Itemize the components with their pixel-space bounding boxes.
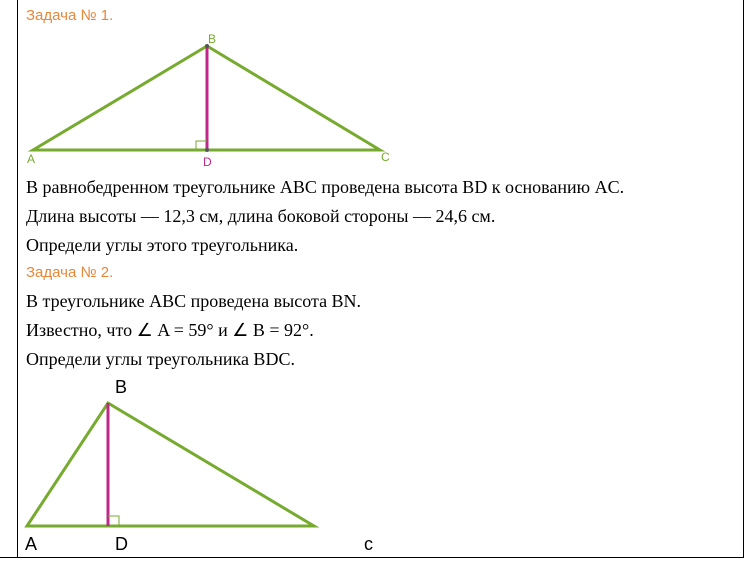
task1-line-2: Длина высоты — 12,3 см, длина боковой стороны — 24,6 см. xyxy=(26,206,496,226)
task2-label-a: A xyxy=(25,534,38,554)
task1-label-d: D xyxy=(203,155,212,169)
task2-triangle xyxy=(27,403,314,526)
task1-label-c: C xyxy=(381,150,390,164)
task1-line-1: В равнобедренном треугольнике ABC проведена высота BD к основанию AC. xyxy=(26,177,625,197)
task1-label-b: B xyxy=(208,32,217,46)
task2-line-2: Известно, что ∠ A = 59° и ∠ B = 92°. xyxy=(26,320,314,340)
task2-line-1: В треугольнике ABC проведена высота BN. xyxy=(26,291,362,311)
task2-label-d: D xyxy=(115,534,128,554)
task2-title: Задача № 2. xyxy=(26,264,114,281)
task2-label-c: c xyxy=(364,534,373,554)
task2-label-b: B xyxy=(115,377,128,397)
task1-label-a: A xyxy=(27,152,36,166)
task1-title: Задача № 1. xyxy=(26,7,114,24)
task1-line-3: Определи углы этого треугольника. xyxy=(26,235,299,255)
task2-line-3: Определи углы треугольника BDC. xyxy=(26,349,295,369)
